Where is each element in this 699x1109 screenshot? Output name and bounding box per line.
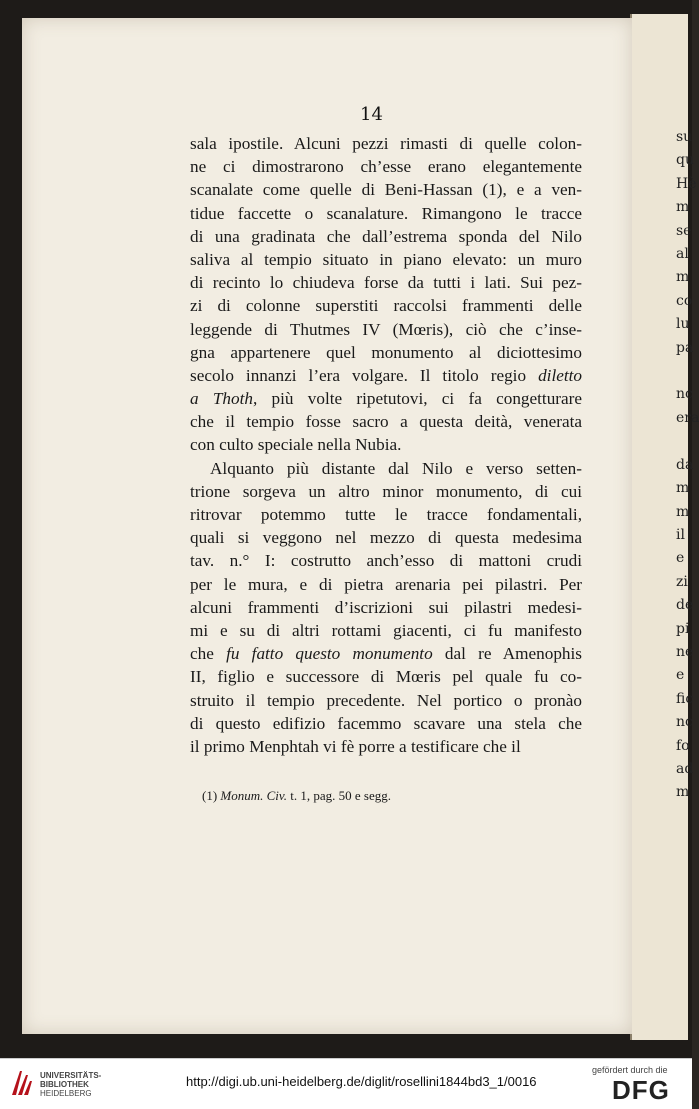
facing-page-fragment: m: [676, 784, 690, 801]
text-line: ritrovar potemmo tutte le tracce fondamentali,: [190, 505, 582, 524]
text-line: quali si veggono nel mezzo di questa medesima: [190, 528, 582, 548]
funding-note: gefördert durch die: [592, 1065, 668, 1075]
facing-page-fragment: zi: [676, 573, 688, 590]
text-line: secolo innanzi l’era volgare. Il titolo regio diletto: [190, 365, 582, 385]
text-line: saliva al tempio situato in piano elevato: un muro: [190, 249, 582, 269]
facing-page-fragment: pi: [676, 620, 690, 637]
facing-page-fragment: de: [676, 597, 694, 614]
library-name-line1: UNIVERSITÄTS-: [40, 1071, 102, 1080]
text-line: per le mura, e di pietra arenaria pei pilastri. Per: [190, 574, 582, 594]
facing-page-fragment: co: [676, 292, 693, 309]
facing-page-fragment: era: [676, 409, 699, 426]
facing-page-fragment: m: [676, 503, 690, 520]
text-line: tav. n.° I: costrutto anch’esso di mattoni crudi: [190, 551, 582, 571]
dfg-logo[interactable]: DFG: [612, 1075, 670, 1105]
page-number: 14: [360, 104, 383, 125]
library-name: [40, 1071, 101, 1098]
viewer-footer: [0, 1058, 692, 1109]
facing-page-fragment: m: [676, 480, 690, 497]
document-url[interactable]: http://digi.ub.uni-heidelberg.de/diglit/rosellini1844bd3_1/0016: [186, 1074, 537, 1089]
facing-page-fragment: se: [676, 222, 692, 239]
text-line: di questo edifizio facemmo scavare una stela che: [190, 713, 582, 733]
facing-page-fragment: pa: [676, 339, 694, 356]
text-line: il primo Menphtah vi fè porre a testificare che il: [190, 736, 521, 756]
library-name-line2: BIBLIOTHEK: [40, 1080, 89, 1089]
facing-page-fragment: fo: [676, 737, 690, 754]
facing-page-fragment: al: [676, 246, 689, 263]
text-line: leggende di Thutmes IV (Mœris), ciò che c’inse-: [190, 319, 582, 339]
facing-page-fragment: e: [676, 550, 685, 567]
text-line: di recinto lo chiudeva forse da tutti i lati. Sui pez-: [190, 273, 582, 293]
text-line: di una gradinata che dall’estrema sponda del Nilo: [190, 226, 582, 246]
text-line: scanalate come quelle di Beni-Hassan (1), e a ven-: [190, 180, 582, 200]
facing-page-fragment: lu: [676, 316, 690, 333]
text-line: zi di colonne superstiti raccolsi frammenti delle: [190, 296, 582, 316]
text-line: ne ci dimostrarono ch’esse erano elegantemente: [190, 157, 582, 177]
facing-page-fragment: e: [676, 667, 685, 684]
text-line: II, figlio e successore di Mœris pel quale fu co-: [190, 667, 582, 687]
facing-page-fragment: fic: [676, 690, 694, 707]
facing-page-fragment: m: [676, 199, 690, 216]
footnote: (1) Monum. Civ. t. 1, pag. 50 e segg.: [202, 788, 391, 803]
facing-page-fragment: Hè: [676, 175, 697, 192]
text-line: che fu fatto questo monumento dal re Amenophis: [190, 644, 582, 664]
library-name-line3: HEIDELBERG: [40, 1089, 92, 1098]
text-line: mi e su di altri rottami giacenti, ci fu manifesto: [190, 620, 582, 640]
text-line: alcuni frammenti d’iscrizioni sui pilastri medesi-: [190, 597, 582, 617]
body-text: [190, 132, 582, 758]
text-line: trione sorgeva un altro minor monumento, di cui: [190, 481, 582, 501]
text-line: sala ipostile. Alcuni pezzi rimasti di quelle colon-: [190, 134, 582, 153]
text-line: Alquanto più distante dal Nilo e verso setten-: [210, 458, 582, 478]
facing-page-fragment: il: [676, 526, 685, 543]
facing-page-fragment: [676, 360, 696, 383]
library-logo-icon[interactable]: [8, 1067, 38, 1099]
text-line: struito il tempio precedente. Nel portico o pronào: [190, 690, 582, 710]
facing-page-text: [676, 126, 699, 805]
facing-page-fragment: ad: [676, 760, 694, 777]
text-line: tidue faccette o scanalature. Rimangono le tracce: [190, 203, 582, 223]
text-line: a Thoth, più volte ripetutovi, ci fa congetturare: [190, 389, 582, 409]
text-line: gna appartenere quel monumento al diciottesimo: [190, 342, 582, 362]
facing-page-fragment: [676, 430, 696, 453]
facing-page-fragment: su: [676, 129, 693, 145]
text-line: che il tempio fosse sacro a questa deità, venerata: [190, 412, 582, 432]
text-line: con culto speciale nella Nubia.: [190, 435, 402, 455]
facing-page-fragment: m: [676, 269, 690, 286]
facing-page-fragment: nc: [676, 714, 693, 731]
facing-page-fragment: qu: [676, 152, 694, 169]
facing-page-fragment: nc: [676, 386, 693, 403]
facing-page-fragment: ne: [676, 643, 694, 660]
facing-page-fragment: da: [676, 456, 694, 473]
